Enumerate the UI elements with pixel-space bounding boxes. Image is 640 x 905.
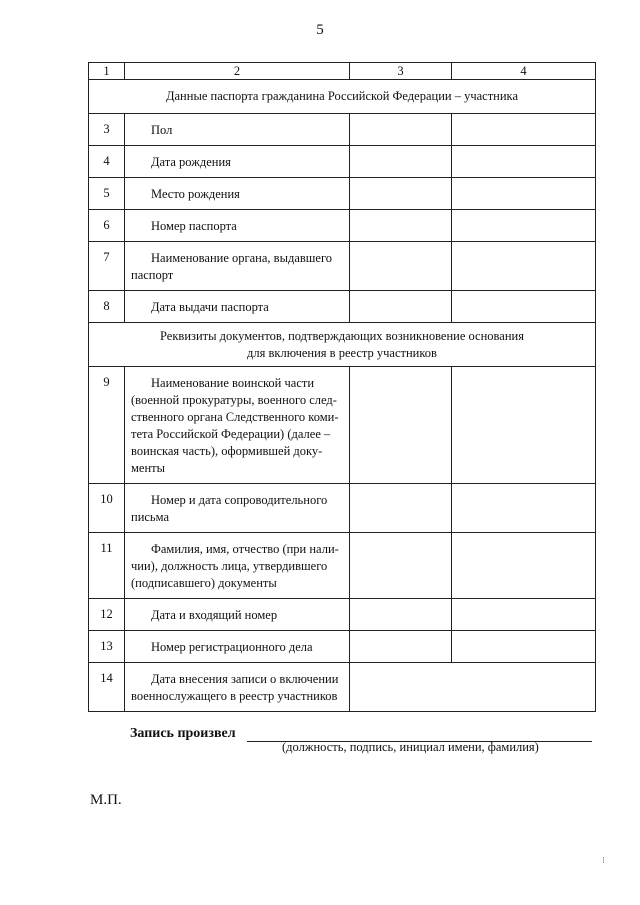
row-label: Номер паспорта <box>125 210 350 242</box>
table-row <box>89 242 596 291</box>
stamp-place-label: М.П. <box>90 792 122 808</box>
row-value-col4[interactable] <box>452 114 596 146</box>
registry-form-table <box>88 62 596 712</box>
table-row <box>89 146 596 178</box>
row-value-col4[interactable] <box>452 210 596 242</box>
row-label: Номер регистрационного дела <box>125 631 350 663</box>
row-value-col3[interactable] <box>350 242 452 291</box>
row-value-col3[interactable] <box>350 114 452 146</box>
row-label: Дата выдачи паспорта <box>125 291 350 323</box>
row-number: 12 <box>89 599 125 631</box>
row-label: Пол <box>125 114 350 146</box>
row-value-merged[interactable] <box>350 663 596 712</box>
table-row <box>89 291 596 323</box>
table-header-row <box>89 63 596 80</box>
table-row <box>89 663 596 712</box>
signature-label: Запись произвел <box>130 726 236 741</box>
table-row <box>89 178 596 210</box>
row-label: Наименование органа, выдавшего паспорт <box>125 242 350 291</box>
scan-mark: ⁝ <box>602 855 605 865</box>
signature-caption: (должность, подпись, инициал имени, фамилия) <box>282 740 539 754</box>
table-row <box>89 533 596 599</box>
row-value-col4[interactable] <box>452 146 596 178</box>
row-number: 5 <box>89 178 125 210</box>
column-number-1: 1 <box>89 63 125 80</box>
row-number: 13 <box>89 631 125 663</box>
row-number: 7 <box>89 242 125 291</box>
row-number: 14 <box>89 663 125 712</box>
table-row <box>89 599 596 631</box>
column-number-4: 4 <box>452 63 596 80</box>
section-documents-row <box>89 323 596 367</box>
row-label: Место рождения <box>125 178 350 210</box>
row-value-col4[interactable] <box>452 631 596 663</box>
section-passport-row <box>89 80 596 114</box>
row-label: Дата рождения <box>125 146 350 178</box>
row-label: Фамилия, имя, отчество (при нали- чии), должность лица, утвердившего (подписавшего) документы <box>125 533 350 599</box>
row-number: 8 <box>89 291 125 323</box>
section-passport-title: Данные паспорта гражданина Российской Федерации – участника <box>89 80 596 114</box>
row-value-col3[interactable] <box>350 291 452 323</box>
row-value-col4[interactable] <box>452 178 596 210</box>
row-value-col3[interactable] <box>350 367 452 484</box>
table-row <box>89 367 596 484</box>
page-number: 5 <box>316 22 324 38</box>
row-number: 6 <box>89 210 125 242</box>
row-value-col4[interactable] <box>452 367 596 484</box>
column-number-2: 2 <box>125 63 350 80</box>
row-value-col3[interactable] <box>350 484 452 533</box>
table-row <box>89 631 596 663</box>
table-row <box>89 114 596 146</box>
table-row <box>89 484 596 533</box>
section-documents-title: Реквизиты документов, подтверждающих возникновение основания для включения в реестр участников <box>89 323 596 367</box>
row-value-col4[interactable] <box>452 484 596 533</box>
row-value-col3[interactable] <box>350 146 452 178</box>
row-value-col4[interactable] <box>452 291 596 323</box>
row-value-col3[interactable] <box>350 178 452 210</box>
row-number: 3 <box>89 114 125 146</box>
row-number: 4 <box>89 146 125 178</box>
row-value-col3[interactable] <box>350 533 452 599</box>
row-label: Номер и дата сопроводительного письма <box>125 484 350 533</box>
column-number-3: 3 <box>350 63 452 80</box>
row-value-col3[interactable] <box>350 631 452 663</box>
row-value-col4[interactable] <box>452 533 596 599</box>
row-number: 10 <box>89 484 125 533</box>
row-label: Дата и входящий номер <box>125 599 350 631</box>
row-value-col3[interactable] <box>350 599 452 631</box>
row-number: 11 <box>89 533 125 599</box>
row-value-col4[interactable] <box>452 599 596 631</box>
row-label: Дата внесения записи о включении военнослужащего в реестр участников <box>125 663 350 712</box>
table-row <box>89 210 596 242</box>
row-value-col3[interactable] <box>350 210 452 242</box>
row-label: Наименование воинской части (военной прокуратуры, военного след- ственного органа Следственного коми- тета Российской Федерации) (далее – воинская часть), оформившей доку- менты <box>125 367 350 484</box>
row-value-col4[interactable] <box>452 242 596 291</box>
row-number: 9 <box>89 367 125 484</box>
signature-block <box>130 726 236 742</box>
